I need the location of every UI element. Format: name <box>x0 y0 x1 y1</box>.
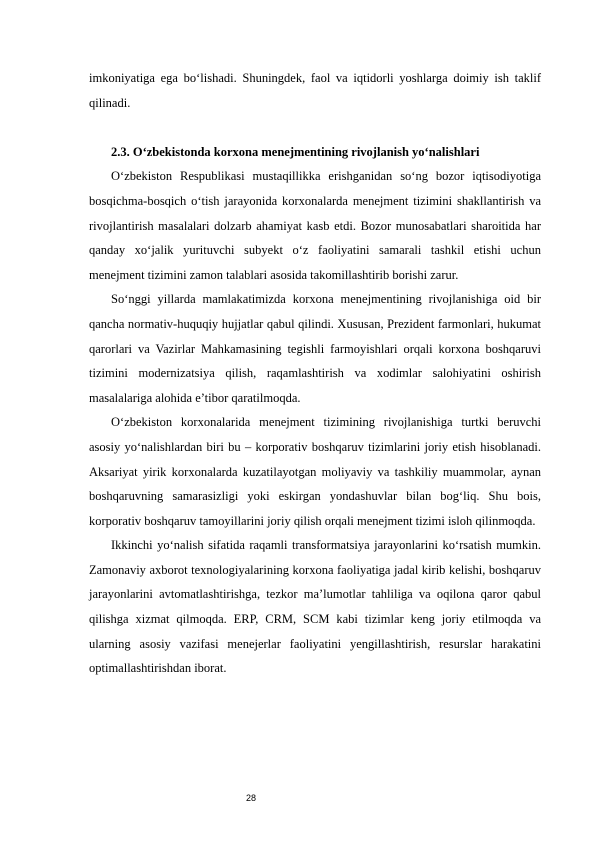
body-paragraph-4: Ikkinchi yo‘nalish sifatida raqamli transformatsiya jarayonlarini ko‘rsatish mumkin. Zamonaviy axborot texnologiyalarining korxona faoliyatiga jadal kirib kelishi, boshqaruv jarayonlarini avtomatlashtirishga, tezkor ma’lumotlar tahliliga va oqilona qaror qabul qilishga xizmat qilmoqda. ERP, CRM, SCM kabi tizimlar keng joriy etilmoqda va ularning asosiy vazifasi menejerlar faoliyatini yengillashtirish, resurslar harakatini optimallashtirishdan iborat. <box>89 538 541 676</box>
continuation-paragraph: imkoniyatiga ega bo‘lishadi. Shuningdek, faol va iqtidorli yoshlarga doimiy ish taklif qilinadi. <box>89 71 541 110</box>
spacer <box>89 115 541 140</box>
page-body <box>89 66 541 681</box>
body-paragraph-3: O‘zbekiston korxonalarida menejment tizimining rivojlanishiga turtki beruvchi asosiy yo‘nalishlardan biri bu – korporativ boshqaruv tizimlarini joriy etish hisoblanadi. Aksariyat yirik korxonalarda kuzatilayotgan moliyaviy va tashkiliy muammolar, aynan boshqaruvning samarasizligi yoki eskirgan yondashuvlar bilan bog‘liq. Shu bois, korporativ boshqaruv tamoyillarini joriy qilish orqali menejment tizimi isloh qilinmoqda. <box>89 415 541 528</box>
body-paragraph-2: So‘nggi yillarda mamlakatimizda korxona menejmentining rivojlanishiga oid bir qancha normativ-huquqiy hujjatlar qabul qilindi. Xususan, Prezident farmonlari, hukumat qarorlari va Vazirlar Mahkamasining tegishli farmoyishlari orqali korxona boshqaruvi tizimini modernizatsiya qilish, raqamlashtirish va xodimlar salohiyatini oshirish masalalariga alohida e’tibor qaratilmoqda. <box>89 292 541 405</box>
section-heading: 2.3. O‘zbekistonda korxona menejmentining rivojlanish yo‘nalishlari <box>111 144 480 159</box>
body-paragraph-1: O‘zbekiston Respublikasi mustaqillikka erishganidan so‘ng bozor iqtisodiyotiga bosqichma-bosqich o‘tish jarayonida korxonalarda menejment tizimini shakllantirish va rivojlantirish masalalari dolzarb ahamiyat kasb etdi. Bozor munosabatlari sharoitida har qanday xo‘jalik yurituvchi subyekt o‘z faoliyatini samarali tashkil etishi uchun menejment tizimini zamon talablari asosida takomillashtirib borishi zarur. <box>89 169 541 282</box>
page-number: 28 <box>245 793 256 803</box>
